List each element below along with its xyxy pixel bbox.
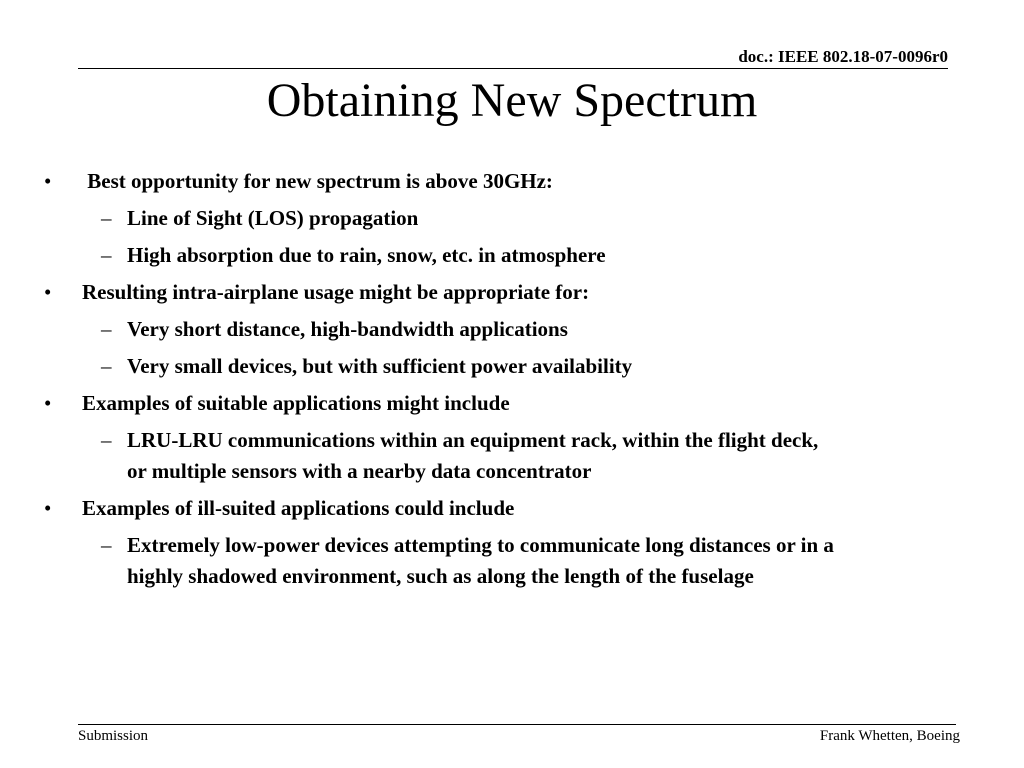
footer-divider: [78, 724, 956, 725]
bullet-item: Resulting intra-airplane usage might be appropriate for:: [82, 280, 590, 304]
sub-bullet-marker: –: [101, 428, 112, 452]
sub-bullet-item: LRU-LRU communications within an equipment rack, within the flight deck,: [127, 428, 819, 452]
document-id: doc.: IEEE 802.18-07-0096r0: [738, 47, 948, 66]
sub-bullet-item: Extremely low-power devices attempting to communicate long distances or in a: [127, 533, 834, 557]
bullet-marker: •: [44, 280, 52, 304]
sub-bullet-item: Very short distance, high-bandwidth applications: [127, 317, 568, 341]
footer-submission: Submission: [78, 728, 149, 744]
sub-bullet-marker: –: [101, 533, 112, 557]
sub-bullet-marker: –: [101, 206, 112, 230]
bullet-marker: •: [44, 169, 52, 193]
bullet-item: Examples of ill-suited applications could include: [82, 496, 515, 520]
sub-bullet-marker: –: [101, 317, 112, 341]
bullet-item: Best opportunity for new spectrum is above 30GHz:: [82, 169, 553, 193]
sub-bullet-item: or multiple sensors with a nearby data concentrator: [127, 459, 592, 483]
bullet-marker: •: [44, 391, 52, 415]
footer-author: Frank Whetten, Boeing: [819, 728, 960, 744]
slide-title: Obtaining New Spectrum: [266, 74, 758, 127]
sub-bullet-item: High absorption due to rain, snow, etc. in atmosphere: [127, 243, 606, 267]
sub-bullet-marker: –: [101, 354, 112, 378]
sub-bullet-item: Line of Sight (LOS) propagation: [127, 206, 419, 230]
sub-bullet-item: Very small devices, but with sufficient power availability: [127, 354, 633, 378]
header-divider: [78, 68, 948, 69]
bullet-marker: •: [44, 496, 52, 520]
bullet-item: Examples of suitable applications might include: [82, 391, 510, 415]
sub-bullet-item: highly shadowed environment, such as along the length of the fuselage: [127, 564, 754, 588]
sub-bullet-marker: –: [101, 243, 112, 267]
